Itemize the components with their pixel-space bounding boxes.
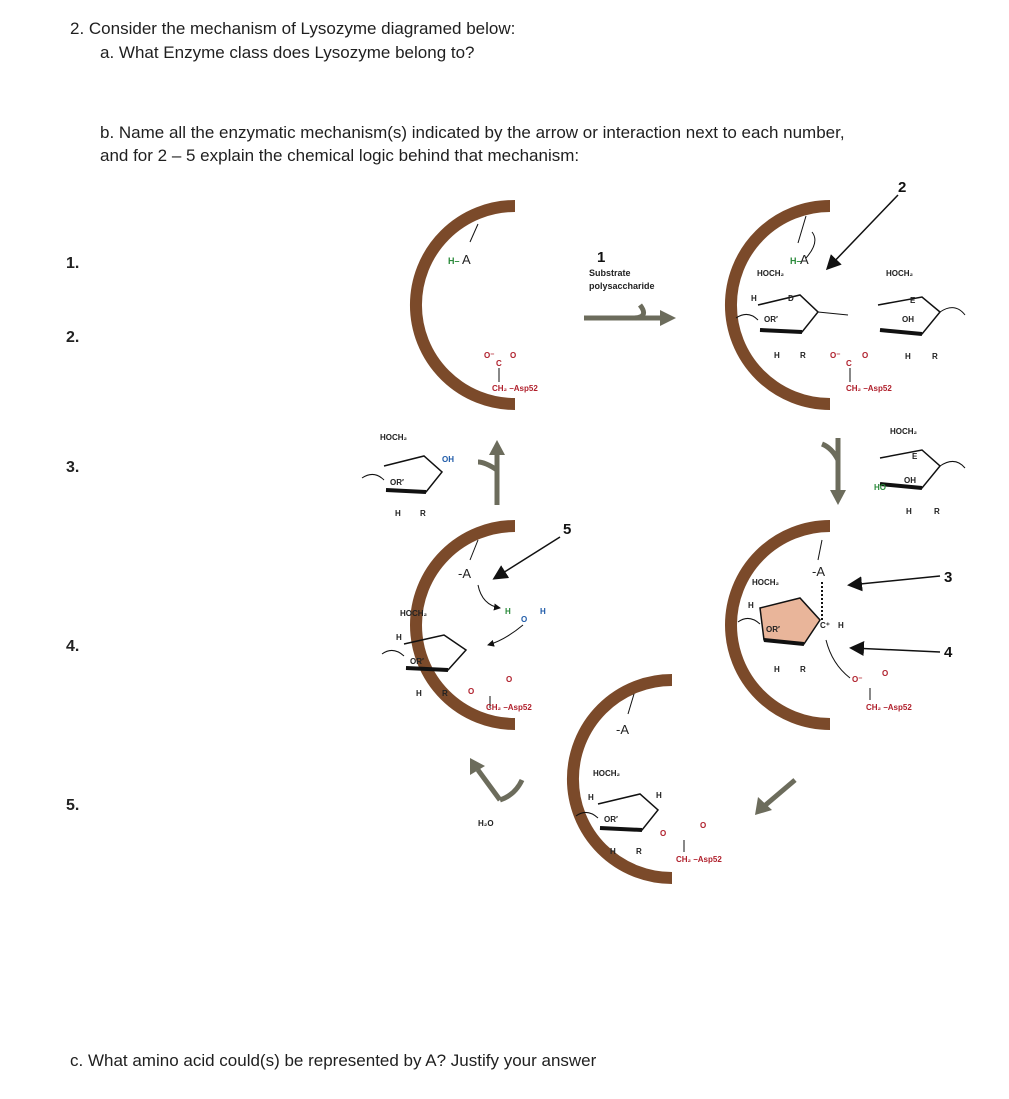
svg-text:R: R [636,847,642,856]
svg-text:OR′: OR′ [766,625,780,634]
svg-text:O⁻: O⁻ [830,351,841,360]
svg-text:H: H [505,607,511,616]
enzyme-pocket-top-left [416,206,515,404]
water-label: H₂O [478,819,494,828]
svg-text:HOCH₂: HOCH₂ [400,609,428,618]
svg-text:O: O [506,675,513,684]
svg-text:C: C [846,359,852,368]
svg-text:OR′: OR′ [764,315,778,324]
substrate-label-line2: polysaccharide [589,281,655,291]
svg-text:O⁻: O⁻ [484,351,495,360]
process-arrow-step2-down [822,438,838,490]
enzyme-pocket-top-right [731,206,830,404]
svg-text:R: R [420,509,426,518]
svg-text:H–: H– [448,256,460,266]
svg-text:H: H [774,665,780,674]
acid-A-top-left: A [462,252,471,267]
svg-text:R: R [932,352,938,361]
svg-text:H: H [588,793,594,802]
svg-text:H: H [416,689,422,698]
svg-text:CH₂ –Asp52: CH₂ –Asp52 [846,384,892,393]
svg-text:O: O [700,821,707,830]
svg-text:H: H [748,601,754,610]
oxocarbenium-ring [760,598,820,644]
enzyme-pocket-bottom [573,680,672,878]
svg-text:H: H [395,509,401,518]
svg-text:HOCH₂: HOCH₂ [593,769,621,778]
step-label-4: 4 [944,644,953,661]
svg-text:D: D [788,294,794,303]
svg-text:H: H [656,791,662,800]
svg-text:OR′: OR′ [410,657,424,666]
svg-text:H: H [906,507,912,516]
process-arrow-step2-head [830,490,846,505]
substrate-label-line1: Substrate [589,268,631,278]
answer-number-2: 2. [66,329,80,346]
acid-minus-bottom: -A [616,722,629,737]
question-part-b-line2: and for 2 – 5 explain the chemical logic behind that mechanism: [100,146,580,165]
svg-text:H: H [751,294,757,303]
process-arrow-step1-head [660,310,676,326]
svg-text:OH: OH [442,455,454,464]
question-title: 2. Consider the mechanism of Lysozyme diagramed below: [70,19,516,38]
svg-text:OH: OH [902,315,914,324]
svg-text:R: R [800,665,806,674]
question-part-b-line1: b. Name all the enzymatic mechanism(s) indicated by the arrow or interaction next to each number, [100,123,845,142]
svg-text:R: R [800,351,806,360]
process-arrow-water [478,770,522,800]
answer-number-5: 5. [66,797,80,814]
svg-text:OR′: OR′ [390,478,404,487]
svg-text:H: H [905,352,911,361]
svg-text:H: H [396,633,402,642]
svg-text:C: C [496,359,502,368]
svg-text:H: H [610,847,616,856]
answer-number-4: 4. [66,638,80,655]
svg-text:O: O [862,351,869,360]
step-4-pointer [852,648,940,652]
svg-text:R: R [442,689,448,698]
svg-text:O: O [510,351,517,360]
svg-text:O⁻: O⁻ [852,675,863,684]
step-5-pointer [495,537,560,578]
svg-text:O: O [882,669,889,678]
svg-text:OH: OH [904,476,916,485]
process-arrow-release-head [489,440,505,455]
svg-text:CH₂ –Asp52: CH₂ –Asp52 [866,703,912,712]
svg-text:HOCH₂: HOCH₂ [752,578,780,587]
process-arrow-release [478,455,497,505]
svg-text:HOCH₂: HOCH₂ [890,427,918,436]
svg-text:O: O [521,615,528,624]
step-2-pointer [828,195,898,268]
enzyme-pocket-mid-left [416,526,515,724]
svg-text:OR′: OR′ [604,815,618,824]
svg-text:HOCH₂: HOCH₂ [886,269,914,278]
step-label-3: 3 [944,569,953,586]
svg-text:HOCH₂: HOCH₂ [757,269,785,278]
question-part-c: c. What amino acid could(s) be represented by A? Justify your answer [70,1051,597,1070]
step-label-1: 1 [597,249,606,266]
svg-text:O: O [660,829,667,838]
step-label-2: 2 [898,179,907,196]
svg-text:O: O [468,687,475,696]
svg-text:H: H [774,351,780,360]
svg-text:E: E [912,452,918,461]
acid-minus-mid-left: -A [458,566,471,581]
process-arrow-bottom-right [762,780,795,808]
step-label-5: 5 [563,521,572,538]
svg-text:E: E [910,296,916,305]
process-arrow-step1 [584,305,662,318]
answer-number-1: 1. [66,255,80,272]
step-3-pointer [850,576,940,585]
svg-text:H: H [540,607,546,616]
svg-text:H–: H– [790,256,802,266]
svg-text:CH₂ –Asp52: CH₂ –Asp52 [676,855,722,864]
svg-text:R: R [934,507,940,516]
svg-text:CH₂ –Asp52: CH₂ –Asp52 [492,384,538,393]
answer-number-3: 3. [66,459,80,476]
svg-text:H: H [838,621,844,630]
svg-text:HOCH₂: HOCH₂ [380,433,408,442]
svg-text:C⁺: C⁺ [820,621,830,630]
acid-minus-mid-right: -A [812,564,825,579]
question-part-a: a. What Enzyme class does Lysozyme belong to? [100,43,475,62]
acid-A-top-right: A [800,252,809,267]
covalent-sugar-ring [598,794,658,830]
svg-text:HO: HO [874,483,886,492]
svg-text:CH₂ –Asp52: CH₂ –Asp52 [486,703,532,712]
